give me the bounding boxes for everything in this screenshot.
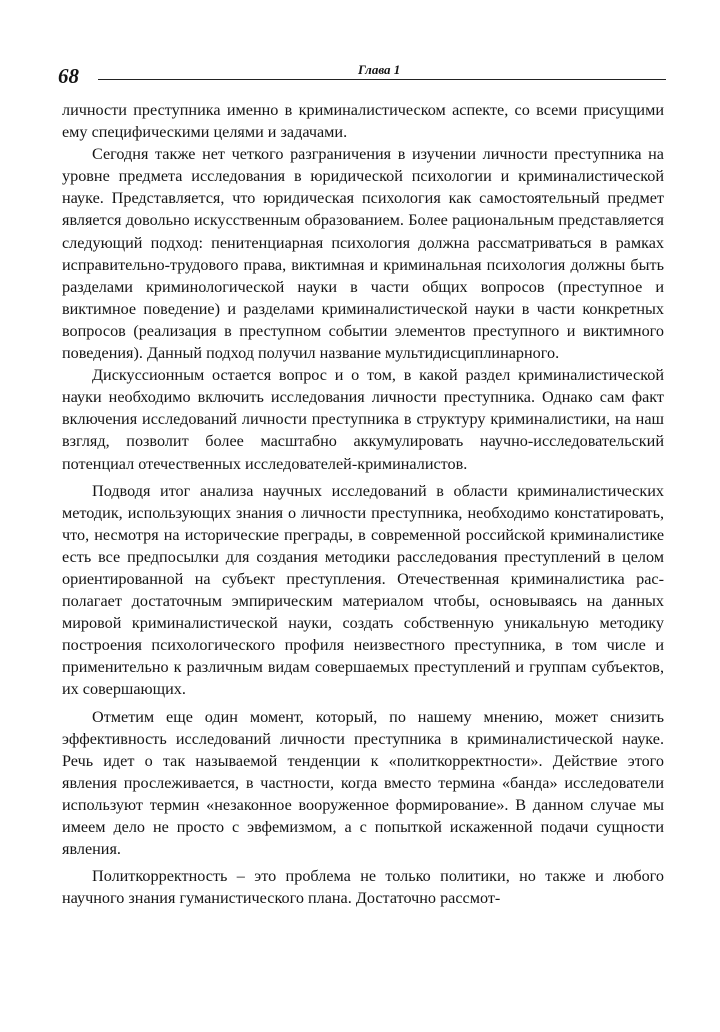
paragraph: Дискуссионным остается вопрос и о том, в какой раздел криминалистической науки необходимо включить исследования личности преступника. Однако сам факт включения исследований личности преступника в структуру криминалистики, на наш взгляд, позволит более масштабно аккумулировать научно-исследовательский потенциал отечественных исследователей-криминалистов. xyxy=(62,366,664,473)
body-text xyxy=(62,99,664,909)
page-number: 68 xyxy=(58,64,79,88)
running-head xyxy=(58,62,666,92)
paragraph: Подводя итог анализа научных исследований в области криминалистических методик, использующих знания о личности преступника, необходимо констатировать, что, несмотря на исторические преграды, в современной российской криминалистике есть все предпосылки для создания методики расследования преступлений в целом ориентированной на субъект преступления. Отечественная криминалистика располагает достаточным эмпирическим материалом чтобы, основываясь на данных мировой криминалистической науки, создать собственную уникальную методику построения психологического профиля неизвестного преступника, в том числе и применительно к различным видам совершаемых преступлений и группам субъектов, их совершающих. xyxy=(62,481,664,699)
paragraph: Отметим еще один момент, который, по нашему мнению, может снизить эффективность исследований личности преступника в криминалистической науке. Речь идет о так называемой тенденции к «политкорректности». Действие этого явления прослеживается, в частности, когда вместо термина «банда» исследователи используют термин «незаконное вооруженное формирование». В данном случае мы имеем дело не просто с эвфемизмом, а с попыткой искаженной подачи сущности явления. xyxy=(62,707,664,859)
paragraph-continued: личности преступника именно в криминалистическом аспекте, со всеми присущими ему специфическими целями и задачами. xyxy=(62,101,664,142)
chapter-title: Глава 1 xyxy=(358,62,401,77)
paragraph: Сегодня также нет четкого разграничения в изучении личности преступника на уровне предмета исследования в юридической психологии и криминалистической науке. Представляется, что юридическая психология как самостоятельный предмет является довольно искусственным образованием. Более рациональным представляется следующий подход: пенитенциарная психология должна рассматриваться в рамках исправительно-трудового права, виктимная и криминальная психология должны быть разделами криминологической науки в части общих вопросов (преступное и виктимное поведение) и разделами криминалистической науки в части конкретных вопросов (реализация в преступном событии элементов преступного и виктимного поведения). Данный подход получил название мультидисциплинарного. xyxy=(62,145,664,363)
header-rule xyxy=(98,79,666,80)
paragraph: Политкорректность – это проблема не только политики, но также и любого научного знания гуманистического плана. Достаточно рассмот- xyxy=(62,867,664,908)
